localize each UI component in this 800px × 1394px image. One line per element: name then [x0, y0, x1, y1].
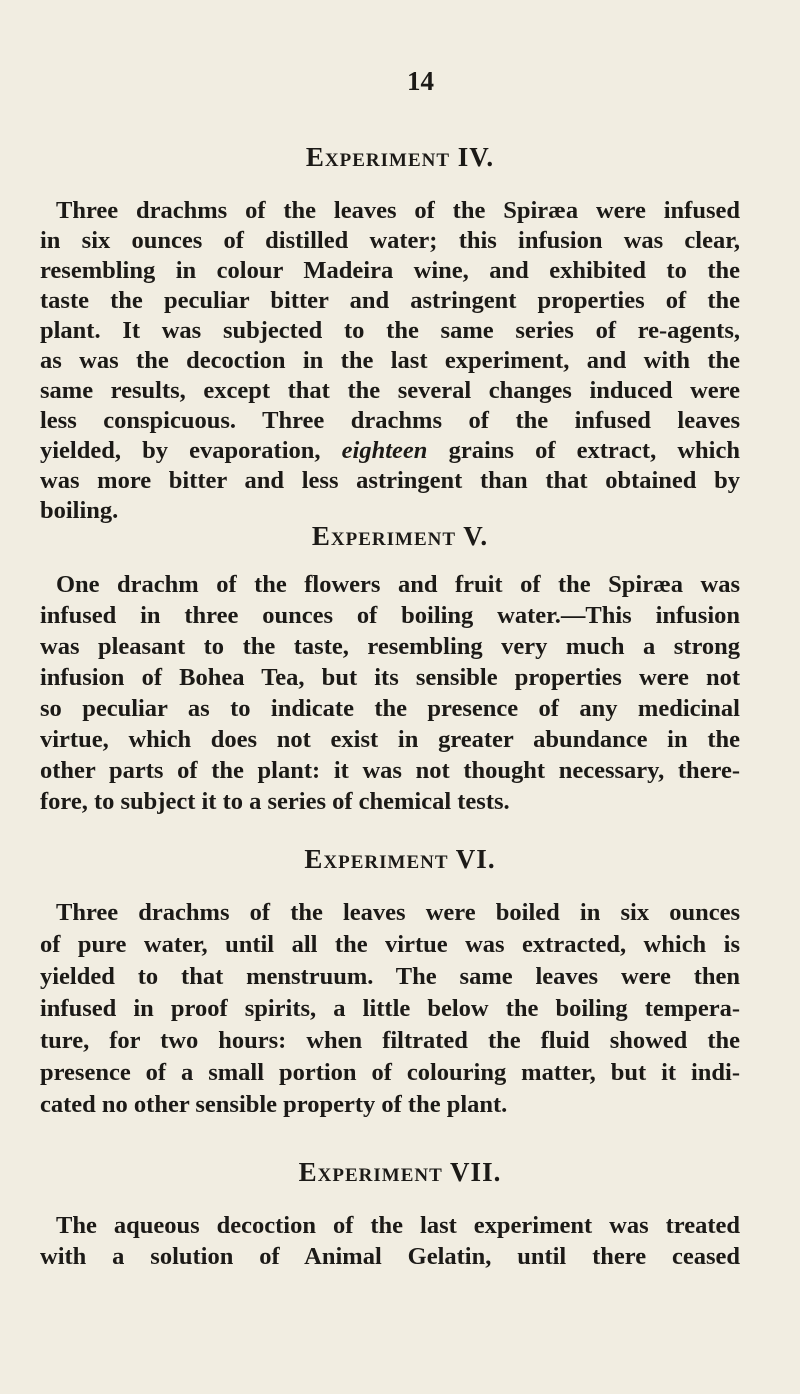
text-line: other parts of the plant: it was not thought necessary, there- — [40, 757, 740, 784]
text-line: with a solution of Animal Gelatin, until there ceased — [40, 1243, 740, 1270]
text-line: fore, to subject it to a series of chemical tests. — [40, 788, 510, 815]
text-line: Three drachms of the leaves of the Spiræa were infused — [56, 197, 740, 224]
text-line: yielded to that menstruum. The same leaves were then — [40, 963, 740, 990]
text-line: presence of a small portion of colouring matter, but it indi- — [40, 1059, 740, 1086]
text-line: infusion of Bohea Tea, but its sensible properties were not — [40, 664, 740, 691]
text-segment: yielded, by evaporation, — [40, 437, 342, 464]
emphasis-text: eighteen — [341, 437, 428, 464]
text-line: of pure water, until all the virtue was extracted, which is — [40, 931, 740, 958]
section-heading: Experiment IV. — [305, 142, 495, 172]
text-segment: grains of extract, which — [427, 437, 740, 464]
text-line: infused in proof spirits, a little below the boiling tempera- — [40, 995, 740, 1022]
text-line: The aqueous decoction of the last experiment was treated — [56, 1212, 740, 1239]
text-line: same results, except that the several changes induced were — [40, 377, 740, 404]
text-line: One drachm of the flowers and fruit of the Spiræa was — [56, 571, 740, 598]
text-line: ture, for two hours: when filtrated the fluid showed the — [40, 1027, 740, 1054]
text-line: in six ounces of distilled water; this infusion was clear, — [40, 227, 740, 254]
text-line: Three drachms of the leaves were boiled in six ounces — [56, 899, 740, 926]
section-heading: Experiment VII. — [298, 1157, 502, 1187]
text-line: was more bitter and less astringent than that obtained by — [40, 467, 740, 494]
text-line: cated no other sensible property of the plant. — [40, 1091, 508, 1118]
text-line: boiling. — [40, 497, 119, 524]
text-line: virtue, which does not exist in greater abundance in the — [40, 726, 740, 753]
page-number: 14 — [407, 66, 434, 96]
text-line — [40, 436, 740, 466]
text-line: so peculiar as to indicate the presence of any medicinal — [40, 695, 740, 722]
text-line: infused in three ounces of boiling water.—This infusion — [40, 602, 740, 629]
text-line: plant. It was subjected to the same series of re-agents, — [40, 317, 740, 344]
section-heading: Experiment VI. — [304, 844, 496, 874]
text-line: taste the peculiar bitter and astringent properties of the — [40, 287, 740, 314]
text-line: less conspicuous. Three drachms of the infused leaves — [40, 407, 740, 434]
text-line: was pleasant to the taste, resembling very much a strong — [40, 633, 740, 660]
section-heading: Experiment V. — [311, 521, 489, 551]
text-line: resembling in colour Madeira wine, and exhibited to the — [40, 257, 740, 284]
text-line: as was the decoction in the last experiment, and with the — [40, 347, 740, 374]
